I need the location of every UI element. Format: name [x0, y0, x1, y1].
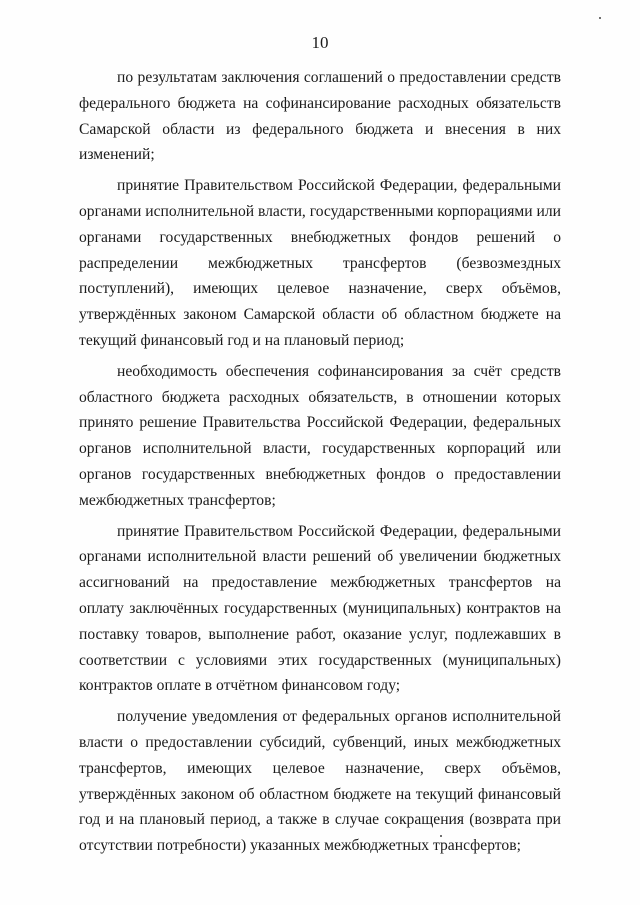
scan-speck — [440, 835, 442, 837]
scan-speck — [599, 17, 601, 19]
page-number: 10 — [311, 33, 329, 52]
paragraph-2: принятие Правительством Российской Федерации, федеральными органами исполнительной власти, государственными корпорациями или органами государственных внебюджетных фондов решений о распределении межбюджетных трансфертов (безвозмездных поступлений), имеющих целевое назначение, сверх объёмов, утверждённых законом Самарской области об областном бюджете на текущий финансовый год и на плановый период; — [79, 177, 561, 349]
paragraph-5: получение уведомления от федеральных органов исполнительной власти о предоставлении субсидий, субвенций, иных межбюджетных трансфертов, имеющих целевое назначение, сверх объёмов, утверждённых законом об областном бюджете на текущий финансовый год и на плановый период, а также в случае сокращения (возврата при отсутствии потребности) указанных межбюджетных трансфертов; — [79, 708, 561, 855]
document-body — [79, 65, 561, 859]
paragraph-1: по результатам заключения соглашений о предоставлении средств федерального бюджета на софинансирование расходных обязательств Самарской области из федерального бюджета и внесения в них изменений; — [79, 69, 561, 164]
paragraph-3: необходимость обеспечения софинансирования за счёт средств областного бюджета расходных обязательств, в отношении которых принято решение Правительства Российской Федерации, федеральных органов исполнительной власти, государственных корпораций или органов государственных внебюджетных фондов о предоставлении межбюджетных трансфертов; — [79, 362, 561, 509]
paragraph-4: принятие Правительством Российской Федерации, федеральными органами исполнительной власти решений об увеличении бюджетных ассигнований на предоставление межбюджетных трансфертов на оплату заключённых государственных (муниципальных) контрактов на поставку товаров, выполнение работ, оказание услуг, подлежавших в соответствии с условиями этих государственных (муниципальных) контрактов оплате в отчётном финансовом году; — [79, 522, 561, 695]
